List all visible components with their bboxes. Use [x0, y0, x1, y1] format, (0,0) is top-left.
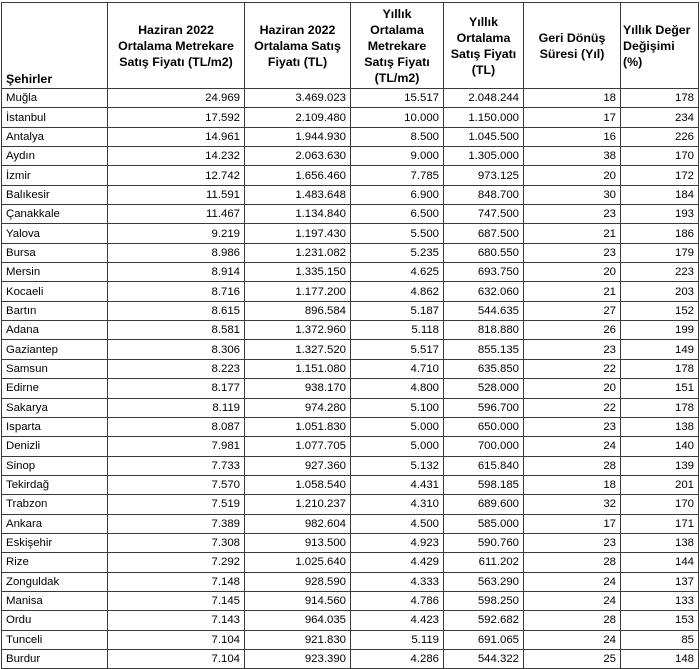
- cell-payback-period: 26: [524, 321, 621, 340]
- cell-annual-value-change: 179: [621, 243, 699, 262]
- cell-city: Balıkesir: [2, 185, 108, 204]
- cell-payback-period: 28: [524, 456, 621, 475]
- cell-annual-avg-sale-price: 689.600: [444, 495, 524, 514]
- header-annual-avg-sale-price: Yıllık Ortalama Satış Fiyatı (TL): [444, 3, 524, 89]
- cell-city: Zonguldak: [2, 572, 108, 591]
- table-row: [2, 437, 699, 456]
- cell-annual-avg-sale-price: 680.550: [444, 243, 524, 262]
- cell-city: Manisa: [2, 591, 108, 610]
- cell-annual-value-change: 151: [621, 379, 699, 398]
- cell-annual-avg-m2-price: 8.500: [351, 127, 444, 146]
- cell-annual-value-change: 139: [621, 456, 699, 475]
- cell-city: Kocaeli: [2, 282, 108, 301]
- table-row: [2, 321, 699, 340]
- cell-june-2022-avg-sale-price: 1.134.840: [245, 205, 351, 224]
- cell-payback-period: 23: [524, 340, 621, 359]
- table-row: [2, 572, 699, 591]
- cell-annual-value-change: 172: [621, 166, 699, 185]
- cell-june-2022-avg-sale-price: 1.656.460: [245, 166, 351, 185]
- cell-annual-value-change: 223: [621, 263, 699, 282]
- cell-city: Ordu: [2, 611, 108, 630]
- cell-annual-avg-m2-price: 4.500: [351, 514, 444, 533]
- cell-june-2022-avg-m2-price: 24.969: [108, 89, 245, 108]
- cell-annual-avg-sale-price: 818.880: [444, 321, 524, 340]
- cell-payback-period: 28: [524, 611, 621, 630]
- cell-annual-avg-m2-price: 9.000: [351, 147, 444, 166]
- header-annual-value-change: Yıllık Değer Değişimi (%): [621, 3, 699, 89]
- cell-city: Sakarya: [2, 398, 108, 417]
- cell-june-2022-avg-m2-price: 8.223: [108, 359, 245, 378]
- cell-june-2022-avg-m2-price: 8.087: [108, 417, 245, 436]
- cell-june-2022-avg-sale-price: 1.077.705: [245, 437, 351, 456]
- table-row: [2, 243, 699, 262]
- cell-payback-period: 20: [524, 166, 621, 185]
- cell-city: Denizli: [2, 437, 108, 456]
- cell-june-2022-avg-m2-price: 8.177: [108, 379, 245, 398]
- cell-city: Bartın: [2, 301, 108, 320]
- cell-payback-period: 20: [524, 379, 621, 398]
- header-june-2022-avg-sale-price: Haziran 2022 Ortalama Satış Fiyatı (TL): [245, 3, 351, 89]
- cell-annual-value-change: 85: [621, 630, 699, 649]
- cell-june-2022-avg-sale-price: 1.944.930: [245, 127, 351, 146]
- cell-payback-period: 23: [524, 243, 621, 262]
- cell-annual-avg-sale-price: 590.760: [444, 533, 524, 552]
- cell-payback-period: 22: [524, 398, 621, 417]
- cell-annual-avg-m2-price: 5.235: [351, 243, 444, 262]
- cell-june-2022-avg-sale-price: 1.327.520: [245, 340, 351, 359]
- cell-annual-avg-sale-price: 632.060: [444, 282, 524, 301]
- cell-city: İstanbul: [2, 108, 108, 127]
- table-row: [2, 533, 699, 552]
- cell-annual-value-change: 199: [621, 321, 699, 340]
- cell-june-2022-avg-m2-price: 7.981: [108, 437, 245, 456]
- cell-city: Bursa: [2, 243, 108, 262]
- cell-annual-value-change: 178: [621, 359, 699, 378]
- cell-june-2022-avg-sale-price: 923.390: [245, 649, 351, 668]
- cell-annual-avg-sale-price: 693.750: [444, 263, 524, 282]
- cell-june-2022-avg-sale-price: 1.210.237: [245, 495, 351, 514]
- cell-city: Adana: [2, 321, 108, 340]
- cell-annual-value-change: 149: [621, 340, 699, 359]
- cell-annual-avg-m2-price: 5.100: [351, 398, 444, 417]
- cell-annual-avg-sale-price: 2.048.244: [444, 89, 524, 108]
- cell-payback-period: 17: [524, 108, 621, 127]
- cell-payback-period: 22: [524, 359, 621, 378]
- cell-payback-period: 23: [524, 417, 621, 436]
- cell-june-2022-avg-m2-price: 9.219: [108, 224, 245, 243]
- cell-june-2022-avg-sale-price: 1.051.830: [245, 417, 351, 436]
- cell-payback-period: 38: [524, 147, 621, 166]
- table-row: [2, 649, 699, 668]
- cell-payback-period: 24: [524, 437, 621, 456]
- cell-city: Trabzon: [2, 495, 108, 514]
- cell-annual-avg-m2-price: 7.785: [351, 166, 444, 185]
- cell-annual-avg-m2-price: 4.710: [351, 359, 444, 378]
- cell-annual-avg-m2-price: 4.923: [351, 533, 444, 552]
- cell-city: Ankara: [2, 514, 108, 533]
- cell-june-2022-avg-sale-price: 2.109.480: [245, 108, 351, 127]
- cell-annual-avg-m2-price: 5.187: [351, 301, 444, 320]
- cell-annual-value-change: 193: [621, 205, 699, 224]
- cell-annual-avg-sale-price: 615.840: [444, 456, 524, 475]
- table-row: [2, 379, 699, 398]
- cell-annual-value-change: 178: [621, 89, 699, 108]
- cell-annual-value-change: 170: [621, 147, 699, 166]
- table-row: [2, 301, 699, 320]
- cell-annual-value-change: 138: [621, 417, 699, 436]
- cell-june-2022-avg-m2-price: 7.143: [108, 611, 245, 630]
- cell-june-2022-avg-sale-price: 3.469.023: [245, 89, 351, 108]
- cell-annual-avg-m2-price: 5.118: [351, 321, 444, 340]
- cell-annual-value-change: 234: [621, 108, 699, 127]
- cell-annual-avg-m2-price: 5.000: [351, 437, 444, 456]
- cell-june-2022-avg-m2-price: 7.104: [108, 630, 245, 649]
- cell-june-2022-avg-m2-price: 7.292: [108, 553, 245, 572]
- table-body: [2, 89, 699, 669]
- cell-annual-avg-m2-price: 5.500: [351, 224, 444, 243]
- cell-annual-avg-sale-price: 635.850: [444, 359, 524, 378]
- cell-annual-avg-sale-price: 598.185: [444, 475, 524, 494]
- cell-annual-avg-m2-price: 10.000: [351, 108, 444, 127]
- cell-annual-value-change: 178: [621, 398, 699, 417]
- cell-june-2022-avg-sale-price: 1.231.082: [245, 243, 351, 262]
- cell-payback-period: 17: [524, 514, 621, 533]
- cell-annual-avg-m2-price: 5.132: [351, 456, 444, 475]
- cell-june-2022-avg-m2-price: 7.104: [108, 649, 245, 668]
- cell-june-2022-avg-m2-price: 17.592: [108, 108, 245, 127]
- cell-annual-value-change: 171: [621, 514, 699, 533]
- cell-annual-avg-m2-price: 4.625: [351, 263, 444, 282]
- cell-june-2022-avg-m2-price: 7.570: [108, 475, 245, 494]
- cell-june-2022-avg-m2-price: 8.581: [108, 321, 245, 340]
- table-row: [2, 630, 699, 649]
- table-row: [2, 475, 699, 494]
- cell-annual-avg-m2-price: 6.900: [351, 185, 444, 204]
- cell-june-2022-avg-sale-price: 913.500: [245, 533, 351, 552]
- table-row: [2, 147, 699, 166]
- cell-annual-value-change: 201: [621, 475, 699, 494]
- cell-june-2022-avg-m2-price: 8.716: [108, 282, 245, 301]
- table-row: [2, 417, 699, 436]
- table-row: [2, 495, 699, 514]
- cell-payback-period: 30: [524, 185, 621, 204]
- table-row: [2, 553, 699, 572]
- cell-june-2022-avg-m2-price: 8.119: [108, 398, 245, 417]
- cell-annual-value-change: 153: [621, 611, 699, 630]
- cell-june-2022-avg-m2-price: 7.519: [108, 495, 245, 514]
- cell-annual-avg-m2-price: 5.000: [351, 417, 444, 436]
- table-row: [2, 359, 699, 378]
- cell-june-2022-avg-sale-price: 1.025.640: [245, 553, 351, 572]
- cell-annual-avg-sale-price: 585.000: [444, 514, 524, 533]
- cell-city: Yalova: [2, 224, 108, 243]
- cell-city: Sinop: [2, 456, 108, 475]
- cell-annual-avg-m2-price: 4.423: [351, 611, 444, 630]
- cell-annual-value-change: 137: [621, 572, 699, 591]
- cell-june-2022-avg-sale-price: 982.604: [245, 514, 351, 533]
- cell-annual-avg-sale-price: 1.045.500: [444, 127, 524, 146]
- table-row: [2, 263, 699, 282]
- cell-payback-period: 27: [524, 301, 621, 320]
- cell-june-2022-avg-m2-price: 8.615: [108, 301, 245, 320]
- header-payback-period: Geri Dönüş Süresi (Yıl): [524, 3, 621, 89]
- cell-june-2022-avg-sale-price: 1.197.430: [245, 224, 351, 243]
- cell-city: Aydın: [2, 147, 108, 166]
- cell-payback-period: 20: [524, 263, 621, 282]
- cell-payback-period: 24: [524, 572, 621, 591]
- cell-june-2022-avg-sale-price: 1.483.648: [245, 185, 351, 204]
- table-row: [2, 591, 699, 610]
- cell-june-2022-avg-sale-price: 1.335.150: [245, 263, 351, 282]
- cell-june-2022-avg-sale-price: 2.063.630: [245, 147, 351, 166]
- table-row: [2, 282, 699, 301]
- cell-annual-value-change: 133: [621, 591, 699, 610]
- cell-city: Isparta: [2, 417, 108, 436]
- cell-june-2022-avg-sale-price: 1.177.200: [245, 282, 351, 301]
- cell-june-2022-avg-m2-price: 8.306: [108, 340, 245, 359]
- cell-annual-avg-m2-price: 4.786: [351, 591, 444, 610]
- cell-annual-avg-m2-price: 6.500: [351, 205, 444, 224]
- cell-annual-avg-m2-price: 5.119: [351, 630, 444, 649]
- table-row: [2, 611, 699, 630]
- cell-june-2022-avg-sale-price: 921.830: [245, 630, 351, 649]
- cell-payback-period: 23: [524, 205, 621, 224]
- cell-annual-avg-m2-price: 5.517: [351, 340, 444, 359]
- cell-june-2022-avg-sale-price: 896.584: [245, 301, 351, 320]
- cell-annual-avg-m2-price: 4.286: [351, 649, 444, 668]
- table-row: [2, 127, 699, 146]
- header-june-2022-avg-m2-price: Haziran 2022 Ortalama Metrekare Satış Fiyatı (TL/m2): [108, 3, 245, 89]
- cell-june-2022-avg-sale-price: 914.560: [245, 591, 351, 610]
- cell-payback-period: 25: [524, 649, 621, 668]
- table-row: [2, 205, 699, 224]
- cell-annual-value-change: 186: [621, 224, 699, 243]
- cell-payback-period: 21: [524, 224, 621, 243]
- cell-payback-period: 24: [524, 630, 621, 649]
- cell-city: Eskişehir: [2, 533, 108, 552]
- cell-june-2022-avg-sale-price: 974.280: [245, 398, 351, 417]
- cell-annual-value-change: 144: [621, 553, 699, 572]
- cell-annual-avg-sale-price: 1.305.000: [444, 147, 524, 166]
- cell-annual-avg-m2-price: 4.431: [351, 475, 444, 494]
- cell-city: Burdur: [2, 649, 108, 668]
- cell-city: Gaziantep: [2, 340, 108, 359]
- cell-june-2022-avg-sale-price: 964.035: [245, 611, 351, 630]
- cell-payback-period: 16: [524, 127, 621, 146]
- cell-annual-value-change: 148: [621, 649, 699, 668]
- cell-annual-value-change: 138: [621, 533, 699, 552]
- cell-annual-avg-sale-price: 563.290: [444, 572, 524, 591]
- cell-annual-avg-sale-price: 611.202: [444, 553, 524, 572]
- cell-annual-avg-sale-price: 747.500: [444, 205, 524, 224]
- table-row: [2, 89, 699, 108]
- cell-payback-period: 23: [524, 533, 621, 552]
- cell-annual-value-change: 170: [621, 495, 699, 514]
- cell-annual-avg-sale-price: 596.700: [444, 398, 524, 417]
- cell-city: Tekirdağ: [2, 475, 108, 494]
- cell-annual-value-change: 140: [621, 437, 699, 456]
- cell-june-2022-avg-m2-price: 7.145: [108, 591, 245, 610]
- cell-annual-avg-sale-price: 691.065: [444, 630, 524, 649]
- cell-city: İzmir: [2, 166, 108, 185]
- table-row: [2, 185, 699, 204]
- cell-city: Antalya: [2, 127, 108, 146]
- cell-june-2022-avg-m2-price: 14.961: [108, 127, 245, 146]
- cell-june-2022-avg-m2-price: 11.591: [108, 185, 245, 204]
- cell-annual-avg-sale-price: 855.135: [444, 340, 524, 359]
- cell-annual-avg-sale-price: 544.635: [444, 301, 524, 320]
- city-housing-price-table: [1, 2, 699, 669]
- cell-june-2022-avg-sale-price: 1.151.080: [245, 359, 351, 378]
- cell-annual-avg-sale-price: 848.700: [444, 185, 524, 204]
- cell-city: Çanakkale: [2, 205, 108, 224]
- cell-payback-period: 18: [524, 89, 621, 108]
- cell-annual-avg-sale-price: 1.150.000: [444, 108, 524, 127]
- cell-annual-avg-sale-price: 973.125: [444, 166, 524, 185]
- cell-june-2022-avg-m2-price: 8.986: [108, 243, 245, 262]
- cell-june-2022-avg-m2-price: 7.389: [108, 514, 245, 533]
- cell-city: Muğla: [2, 89, 108, 108]
- cell-annual-avg-sale-price: 650.000: [444, 417, 524, 436]
- header-cities: Şehirler: [2, 3, 108, 89]
- cell-june-2022-avg-sale-price: 1.058.540: [245, 475, 351, 494]
- cell-annual-avg-m2-price: 4.333: [351, 572, 444, 591]
- cell-annual-avg-sale-price: 528.000: [444, 379, 524, 398]
- cell-payback-period: 28: [524, 553, 621, 572]
- cell-payback-period: 24: [524, 591, 621, 610]
- cell-annual-value-change: 184: [621, 185, 699, 204]
- cell-june-2022-avg-sale-price: 927.360: [245, 456, 351, 475]
- table-row: [2, 224, 699, 243]
- cell-city: Samsun: [2, 359, 108, 378]
- cell-city: Rize: [2, 553, 108, 572]
- table-row: [2, 398, 699, 417]
- cell-payback-period: 18: [524, 475, 621, 494]
- table-row: [2, 340, 699, 359]
- cell-city: Tunceli: [2, 630, 108, 649]
- cell-june-2022-avg-sale-price: 938.170: [245, 379, 351, 398]
- cell-annual-avg-sale-price: 598.250: [444, 591, 524, 610]
- cell-june-2022-avg-m2-price: 12.742: [108, 166, 245, 185]
- cell-city: Mersin: [2, 263, 108, 282]
- cell-annual-avg-m2-price: 4.862: [351, 282, 444, 301]
- cell-june-2022-avg-m2-price: 8.914: [108, 263, 245, 282]
- table-row: [2, 166, 699, 185]
- cell-annual-avg-m2-price: 4.800: [351, 379, 444, 398]
- cell-annual-avg-sale-price: 700.000: [444, 437, 524, 456]
- cell-annual-avg-m2-price: 15.517: [351, 89, 444, 108]
- cell-annual-value-change: 152: [621, 301, 699, 320]
- cell-annual-avg-m2-price: 4.310: [351, 495, 444, 514]
- cell-payback-period: 32: [524, 495, 621, 514]
- cell-payback-period: 21: [524, 282, 621, 301]
- cell-annual-avg-sale-price: 544.322: [444, 649, 524, 668]
- header-annual-avg-m2-price: Yıllık Ortalama Metrekare Satış Fiyatı (TL/m2): [351, 3, 444, 89]
- cell-june-2022-avg-m2-price: 11.467: [108, 205, 245, 224]
- cell-june-2022-avg-m2-price: 7.733: [108, 456, 245, 475]
- table-row: [2, 456, 699, 475]
- header-row: [2, 3, 699, 89]
- cell-annual-value-change: 226: [621, 127, 699, 146]
- cell-june-2022-avg-sale-price: 928.590: [245, 572, 351, 591]
- cell-june-2022-avg-m2-price: 14.232: [108, 147, 245, 166]
- cell-june-2022-avg-sale-price: 1.372.960: [245, 321, 351, 340]
- table-row: [2, 108, 699, 127]
- cell-june-2022-avg-m2-price: 7.148: [108, 572, 245, 591]
- cell-annual-avg-sale-price: 687.500: [444, 224, 524, 243]
- cell-annual-avg-sale-price: 592.682: [444, 611, 524, 630]
- cell-june-2022-avg-m2-price: 7.308: [108, 533, 245, 552]
- cell-city: Edirne: [2, 379, 108, 398]
- cell-annual-value-change: 203: [621, 282, 699, 301]
- table-row: [2, 514, 699, 533]
- cell-annual-avg-m2-price: 4.429: [351, 553, 444, 572]
